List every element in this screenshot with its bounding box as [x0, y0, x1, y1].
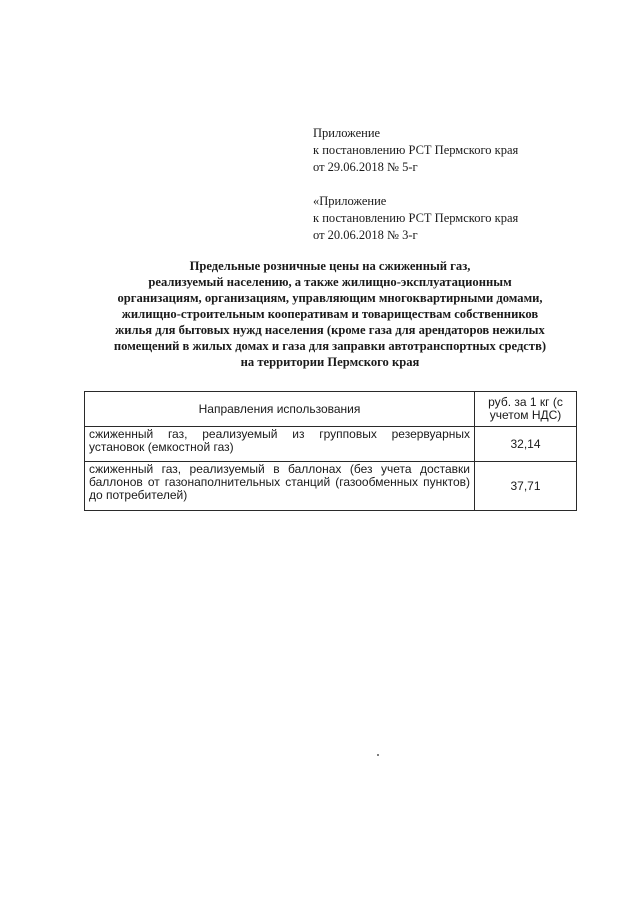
- row-direction: сжиженный газ, реализуемый в баллонах (без учета доставки баллонов от газонаполнительных станций (газообменных пунктов) до потребителей): [85, 462, 475, 511]
- header-direction: Направления использования: [85, 392, 475, 427]
- annex-reference-previous: [313, 193, 518, 244]
- title-line: жилищно-строительным кооперативам и товариществам собственников: [121, 307, 539, 321]
- title-line: Предельные розничные цены на сжиженный газ,: [189, 259, 471, 273]
- document-title: [80, 258, 580, 370]
- row-direction: сжиженный газ, реализуемый из групповых резервуарных установок (емкостной газ): [85, 427, 475, 462]
- annex-reference-current: [313, 125, 518, 176]
- annex-resolution-line: к постановлению РСТ Пермского края: [313, 143, 519, 157]
- title-line: на территории Пермского края: [240, 355, 420, 369]
- title-line: жилья для бытовых нужд населения (кроме газа для арендаторов нежилых: [115, 323, 545, 337]
- price-table: [84, 391, 577, 511]
- row-price: 32,14: [475, 427, 577, 462]
- table-row: [85, 427, 577, 462]
- title-line: помещений в жилых домах и газа для заправки автотранспортных средств): [113, 339, 547, 353]
- table-row: [85, 462, 577, 511]
- annex-resolution-line: к постановлению РСТ Пермского края: [313, 211, 519, 225]
- title-line: организациям, организациям, управляющим многоквартирными домами,: [117, 291, 543, 305]
- annex-date-number: от 20.06.2018 № 3-г: [313, 228, 418, 242]
- title-line: реализуемый населению, а также жилищно-эксплуатационным: [148, 275, 512, 289]
- annex-date-number: от 29.06.2018 № 5-г: [313, 160, 418, 174]
- scan-speck: [377, 754, 379, 756]
- table-header-row: [85, 392, 577, 427]
- annex-label: «Приложение: [313, 194, 387, 208]
- row-price: 37,71: [475, 462, 577, 511]
- annex-label: Приложение: [313, 126, 381, 140]
- header-price-unit: руб. за 1 кг (с учетом НДС): [475, 392, 577, 427]
